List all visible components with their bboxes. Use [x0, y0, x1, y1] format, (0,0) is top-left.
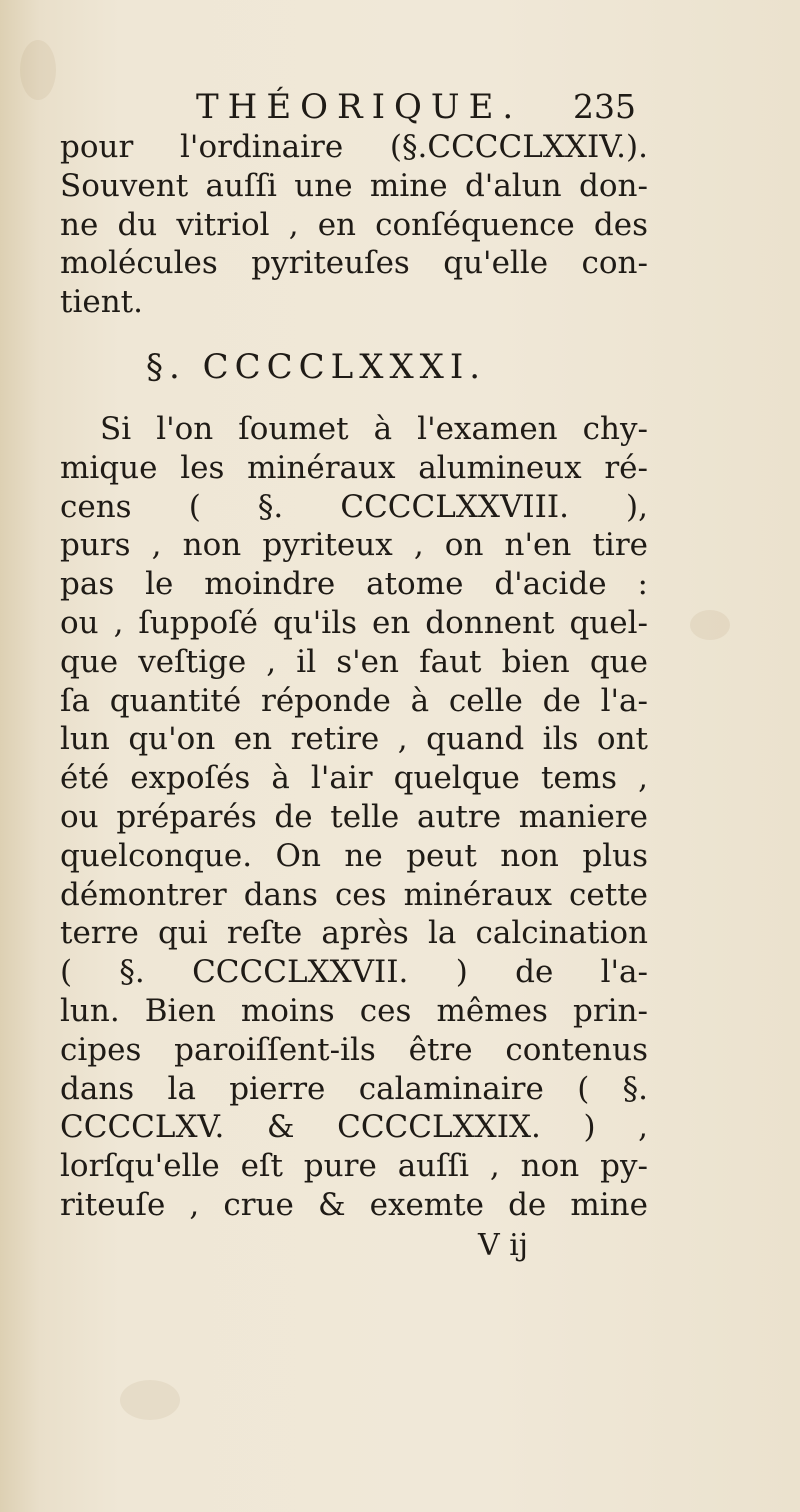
text-line: mique les minéraux alumineux ré-: [60, 449, 648, 486]
text-line: purs , non pyriteux , on n'en tire: [60, 527, 648, 564]
text-line: CCCCLXV. & CCCCLXXIX. ) ,: [60, 1109, 648, 1146]
page-header: [196, 82, 636, 132]
text-line: ou , ſuppoſé qu'ils en donnent quel-: [60, 604, 648, 641]
text-line: lorſqu'elle eſt pure auſſi , non py-: [60, 1148, 648, 1185]
text-line: ou préparés de telle autre maniere: [60, 798, 648, 835]
text-line: que veſtige , il s'en faut bien que: [60, 643, 648, 680]
page-stain: [690, 610, 730, 640]
text-line: cipes paroiſſent-ils être contenus: [60, 1031, 648, 1068]
text-line: ( §. CCCCLXXVII. ) de l'a-: [60, 954, 648, 991]
text-line: riteuſe , crue & exemte de mine: [60, 1186, 648, 1223]
text-line: terre qui reſte après la calcination: [60, 915, 648, 952]
text-line: dans la pierre calaminaire ( §.: [60, 1070, 648, 1107]
signature-mark: V ij: [478, 1228, 529, 1263]
text-line: lun qu'on en retire , quand ils ont: [60, 721, 648, 758]
text-line: pour l'ordinaire (§.CCCCLXXIV.).: [60, 129, 648, 165]
running-head: THÉORIQUE.: [196, 87, 523, 127]
text-line: Souvent auſſi une mine d'alun don-: [60, 167, 648, 204]
text-line: cens ( §. CCCCLXXVIII. ),: [60, 488, 648, 525]
text-line: pas le moindre atome d'acide :: [60, 566, 648, 603]
page-number: 235: [573, 87, 636, 126]
text-line: molécules pyriteuſes qu'elle con-: [60, 245, 648, 282]
text-line: tient.: [60, 284, 143, 321]
page-stain: [20, 40, 56, 100]
text-line: Si l'on ſoumet à l'examen chy-: [100, 410, 648, 447]
text-line: ſa quantité réponde à celle de l'a-: [60, 682, 648, 719]
text-line: été expoſés à l'air quelque tems ,: [60, 760, 648, 797]
text-line: démontrer dans ces minéraux cette: [60, 876, 648, 913]
body-text: [60, 128, 648, 1225]
page-stain: [120, 1380, 180, 1420]
section-heading: §. CCCCLXXXI.: [146, 346, 487, 387]
text-line: lun. Bien moins ces mêmes prin-: [60, 992, 648, 1029]
text-line: ne du vitriol , en conſéquence des: [60, 206, 648, 243]
text-line: quelconque. On ne peut non plus: [60, 837, 648, 874]
